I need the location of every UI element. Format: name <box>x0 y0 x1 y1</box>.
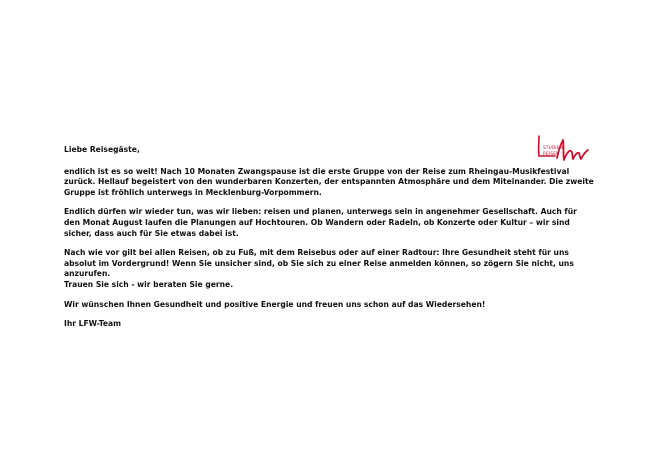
letter-body <box>64 145 594 339</box>
paragraph-health <box>64 248 594 290</box>
salutation: Liebe Reisegäste, <box>64 145 140 154</box>
paragraph-health-text: Nach wie vor gilt bei allen Reisen, ob zu Fuß, mit dem Reisebus oder auf einer Radtour: Ihre Gesundheit steht für uns absolut im Vordergrund! Wenn Sie unsicher sind, ob Sie sich zu einer Reise anmelden können, so zögern Sie nicht, uns anzurufen. <box>64 248 574 279</box>
paragraph-health-encouragement: Trauen Sie sich - wir beraten Sie gerne. <box>64 279 234 289</box>
logo-text-studien: STUDIEN <box>543 145 563 150</box>
paragraph-wishes: Wir wünschen Ihnen Gesundheit und positive Energie und freuen uns schon auf das Wiedersehen! <box>64 299 486 309</box>
signature: Ihr LFW-Team <box>64 319 122 329</box>
paragraph-august-plans: Endlich dürfen wir wieder tun, was wir lieben: reisen und planen, unterwegs sein in angenehmer Gesellschaft. Auch für den Monat August laufen die Planungen auf Hochtouren. Ob Wandern oder Radeln, ob Konzerte oder Kultur – wir sind sicher, dass auch für Sie etwas dabei ist. <box>64 207 577 238</box>
logo-text-reisen: REISEN <box>543 151 560 156</box>
paragraph-return-news: endlich ist es so weit! Nach 10 Monaten Zwangspause ist die erste Gruppe von der Reise zum Rheingau-Musikfestival zurück. Hellauf begeistert von den wunderbaren Konzerten, der entspannten Atmosphäre und dem Miteinander. Die zweite Gruppe ist fröhlich unterwegs in Mecklenburg-Vorpommern. <box>64 166 594 197</box>
